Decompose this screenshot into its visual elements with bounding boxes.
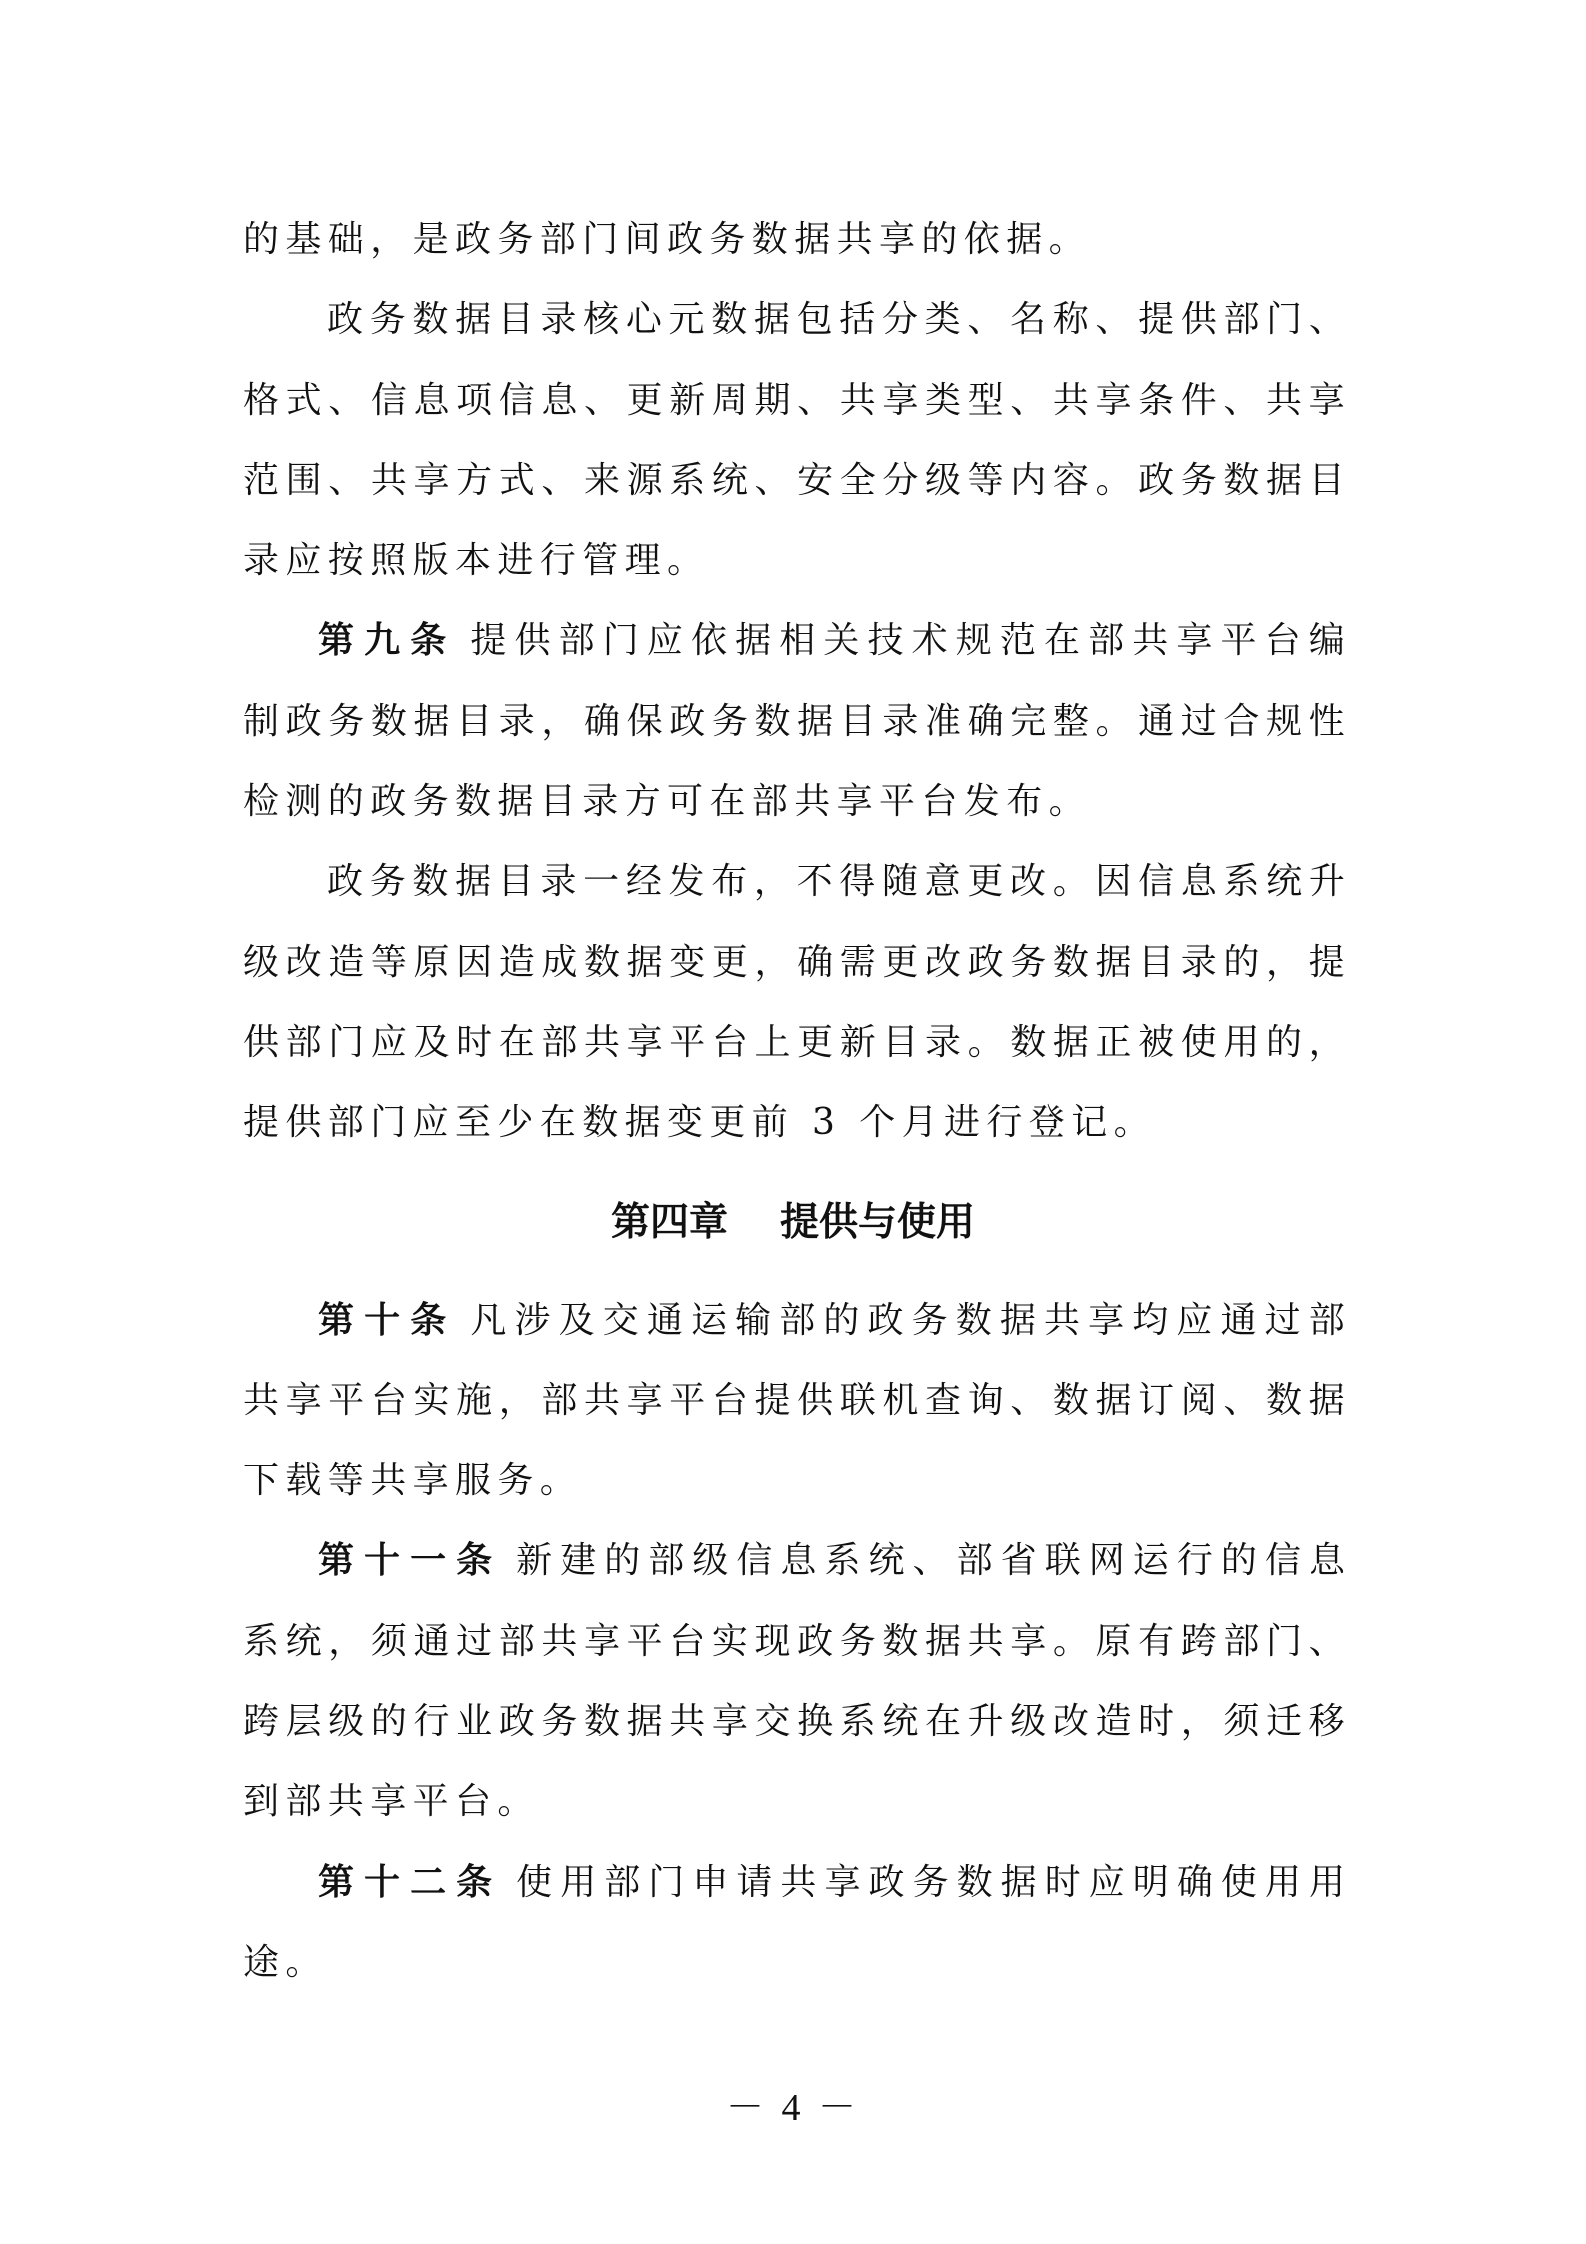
article-label: 第十二条: [318, 1861, 503, 1903]
document-body: [243, 200, 1345, 2003]
text-line: 到部共享平台。: [243, 1781, 540, 1823]
text-line: 制政务数据目录，确保政务数据目录准确完整。通过合规性: [243, 700, 1345, 742]
text-line: 的基础，是政务部门间政务数据共享的依据。: [243, 219, 1092, 260]
text-line: 途。: [243, 1941, 328, 1983]
article-label: 第十一条: [318, 1540, 503, 1582]
text-line: 系统，须通过部共享平台实现政务数据共享。原有跨部门、: [243, 1620, 1345, 1662]
article-text: 提供部门应依据相关技术规范在部共享平台编: [470, 620, 1345, 662]
text-line: 下载等共享服务。: [243, 1460, 583, 1502]
text-line: 供部门应及时在部共享平台上更新目录。数据正被使用的，: [243, 1021, 1345, 1063]
text-line: [243, 1281, 1345, 1361]
text-line: 录应按照版本进行管理。: [243, 540, 710, 582]
article-12: [243, 1843, 1345, 2004]
paragraph-catalog-metadata: [243, 280, 1345, 601]
text-line: 共享平台实施，部共享平台提供联机查询、数据订阅、数据: [243, 1379, 1345, 1421]
article-label: 第九条: [318, 620, 457, 662]
article-10: [243, 1281, 1345, 1522]
article-11: [243, 1521, 1345, 1842]
text-line: 范围、共享方式、来源系统、安全分级等内容。政务数据目: [243, 459, 1345, 501]
text-line: 跨层级的行业政务数据共享交换系统在升级改造时，须迁移: [243, 1701, 1345, 1743]
article-label: 第十条: [318, 1299, 457, 1341]
text-line: [243, 601, 1345, 681]
text-line: [243, 1843, 1345, 1923]
article-text: 凡涉及交通运输部的政务数据共享均应通过部: [470, 1299, 1345, 1341]
chapter-number: 第四章: [610, 1199, 728, 1245]
text-line: 格式、信息项信息、更新周期、共享类型、共享条件、共享: [243, 379, 1345, 421]
text-line: 政务数据目录核心元数据包括分类、名称、提供部门、: [327, 299, 1345, 341]
paragraph-continuation: [243, 200, 1345, 280]
chapter-heading: [0, 1164, 1586, 1281]
paragraph-catalog-change: [243, 842, 1345, 1163]
chapter-title: 提供与使用: [780, 1199, 976, 1245]
text-line: [243, 1521, 1345, 1601]
text-line: 级改造等原因造成数据变更，确需更改政务数据目录的，提: [243, 941, 1345, 983]
article-9: [243, 601, 1345, 842]
text-line: 政务数据目录一经发布，不得随意更改。因信息系统升: [327, 861, 1345, 903]
article-text: 新建的部级信息系统、部省联网运行的信息: [516, 1540, 1345, 1582]
text-line: 提供部门应至少在数据变更前 3 个月进行登记。: [243, 1102, 1156, 1144]
page-number: － 4 －: [725, 2087, 860, 2129]
text-line: 检测的政务数据目录方可在部共享平台发布。: [243, 781, 1092, 823]
article-text: 使用部门申请共享政务数据时应明确使用用: [516, 1861, 1345, 1903]
